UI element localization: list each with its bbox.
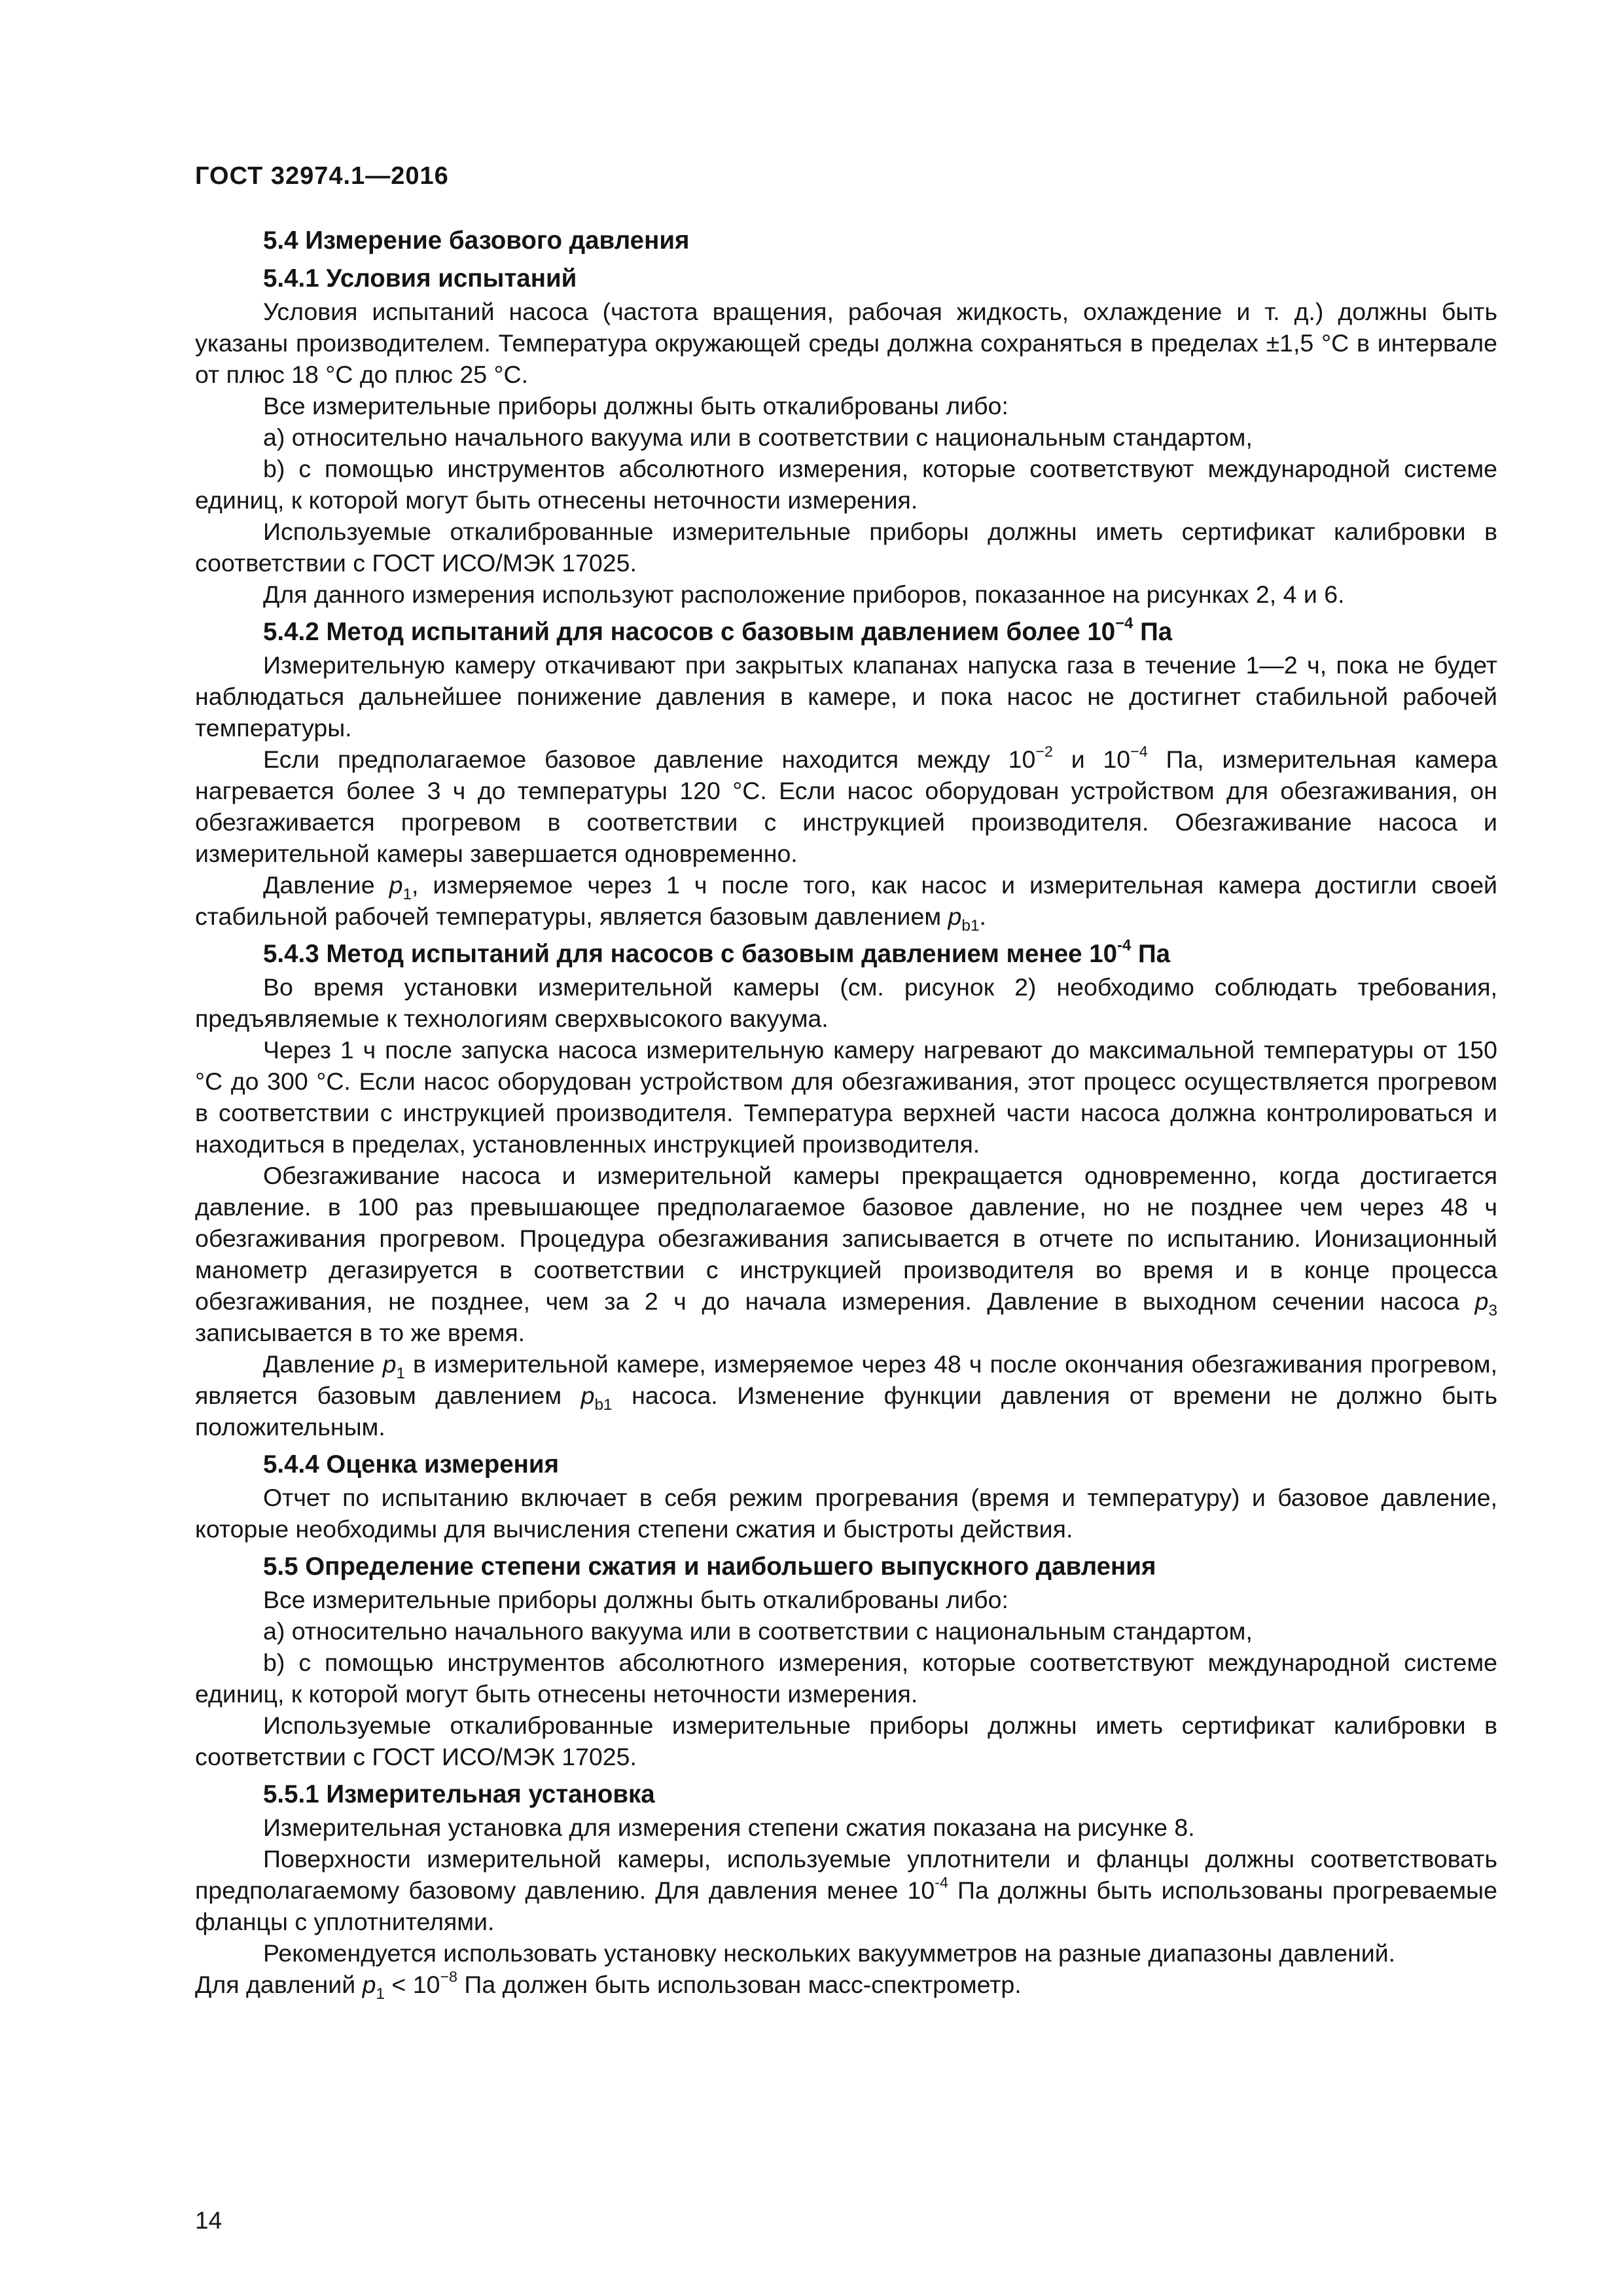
- section-heading-5-4-2: 5.4.2 Метод испытаний для насосов с базовым давлением более $10^{-4}$ Па: [263, 615, 1173, 646]
- page-number: 14: [195, 2207, 223, 2234]
- paragraph: Используемые откалиброванные измерительные приборы должны иметь сертификат калибровки в соответствии с ГОСТ ИСО/МЭК 17025.: [195, 518, 1497, 577]
- section-heading-5-5-1: 5.5.1 Измерительная установка: [263, 1780, 655, 1808]
- paragraph: Через 1 ч после запуска насоса измерительную камеру нагревают до максимальной температуры от 150 °С до 300 °С. Если насос оборудован устройством для обезгаживания, этот процесс осуществляется прогревом в соответствии с инструкцией производителя. Температура верхней части насоса должна контролироваться и находиться в пределах, установленных инструкцией производителя.: [195, 1036, 1497, 1158]
- section-heading-5-5: 5.5 Определение степени сжатия и наибольшего выпускного давления: [263, 1552, 1156, 1581]
- paragraph: Если предполагаемое базовое давление находится между $10^{-2}$ и $10^{-4}$ Па, измерительная камера нагревается более 3 ч до температуры 120 °С. Если насос оборудован устройством для обезгаживания, он обезгаживается прогревом в соответствии с инструкцией производителя. Обезгаживание насоса и измерительной камеры завершается одновременно.: [195, 742, 1498, 867]
- document-header: ГОСТ 32974.1—2016: [195, 162, 449, 190]
- paragraph: Измерительная установка для измерения степени сжатия показана на рисунке 8.: [263, 1814, 1195, 1841]
- paragraph: Давление $p_1$ в измерительной камере, измеряемое через 48 ч после окончания обезгаживания прогревом, является базовым давлением $p_{b1}$ насоса. Изменение функции давления от времени не должно быть положительным.: [195, 1350, 1498, 1441]
- paragraph: Используемые откалиброванные измерительные приборы должны иметь сертификат калибровки в соответствии с ГОСТ ИСО/МЭК 17025.: [195, 1712, 1497, 1770]
- list-item: b) с помощью инструментов абсолютного измерения, которые соответствуют международной системе единиц, к которой могут быть отнесены неточности измерения.: [195, 455, 1497, 514]
- paragraph: Обезгаживание насоса и измерительной камеры прекращается одновременно, когда достигается давление. в 100 раз превышающее предполагаемое базовое давление, но не позднее чем через 48 ч обезгаживания прогревом. Процедура обезгаживания записывается в отчете по испытанию. Ионизационный манометр дегазируется в соответствии с инструкцией производителя во время и в конце процесса обезгаживания, не позднее, чем за 2 ч до начала измерения. Давление в выходном сечении насоса $p_3$ записывается в то же время.: [195, 1162, 1497, 1346]
- paragraph: Для давлений $p_1 < 10^{-8}$ Па должен быть использован масс-спектрометр.: [195, 1967, 1022, 2003]
- paragraph: Во время установки измерительной камеры (см. рисунок 2) необходимо соблюдать требования, предъявляемые к технологиям сверхвысокого вакуума.: [195, 973, 1497, 1032]
- list-item: а) относительно начального вакуума или в соответствии с национальным стандартом,: [263, 423, 1253, 451]
- list-item: а) относительно начального вакуума или в соответствии с национальным стандартом,: [263, 1617, 1253, 1645]
- paragraph: Все измерительные приборы должны быть откалиброваны либо:: [263, 1586, 1008, 1613]
- section-heading-5-4-3: 5.4.3 Метод испытаний для насосов с базовым давлением менее $10^{-4}$ Па: [263, 937, 1171, 968]
- paragraph: Давление $p_1$, измеряемое через 1 ч после того, как насос и измерительная камера достигли своей стабильной рабочей температуры, является базовым давлением $p_{b1}$.: [195, 871, 1497, 935]
- paragraph: Отчет по испытанию включает в себя режим прогревания (время и температуру) и базовое давление, которые необходимы для вычисления степени сжатия и быстроты действия.: [195, 1484, 1497, 1543]
- paragraph: Все измерительные приборы должны быть откалиброваны либо:: [263, 392, 1008, 420]
- section-heading-5-4-4: 5.4.4 Оценка измерения: [263, 1450, 560, 1479]
- paragraph: Измерительную камеру откачивают при закрытых клапанах напуска газа в течение 1—2 ч, пока не будет наблюдаться дальнейшее понижение давления в камере, и пока насос не достигнет стабильной рабочей температуры.: [195, 651, 1497, 742]
- paragraph: Условия испытаний насоса (частота вращения, рабочая жидкость, охлаждение и т. д.) должны быть указаны производителем. Температура окружающей среды должна сохраняться в пределах ±1,5 °С в интервале от плюс 18 °С до плюс 25 °С.: [195, 298, 1497, 388]
- list-item: b) с помощью инструментов абсолютного измерения, которые соответствуют международной системе единиц, к которой могут быть отнесены неточности измерения.: [195, 1649, 1497, 1708]
- document-body: [195, 224, 1498, 2003]
- paragraph: Поверхности измерительной камеры, используемые уплотнители и фланцы должны соответствовать предполагаемому базовому давлению. Для давления менее $10^{-4}$ Па должны быть использованы прогреваемые фланцы с уплотнителями.: [195, 1845, 1497, 1935]
- paragraph: Для данного измерения используют расположение приборов, показанное на рисунках 2, 4 и 6.: [263, 581, 1345, 608]
- section-heading-5-4: 5.4 Измерение базового давления: [263, 226, 690, 255]
- section-heading-5-4-1: 5.4.1 Условия испытаний: [263, 264, 577, 293]
- paragraph: Рекомендуется использовать установку нескольких вакуумметров на разные диапазоны давлений.: [263, 1939, 1396, 1967]
